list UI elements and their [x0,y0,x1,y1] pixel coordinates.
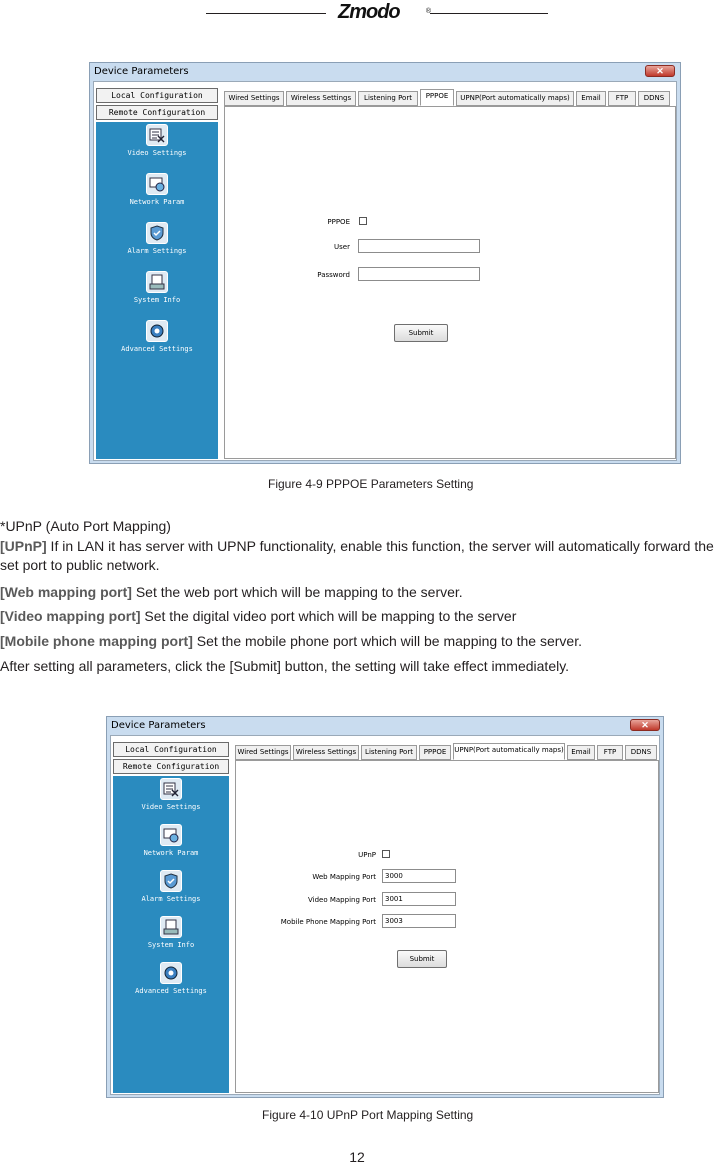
tab-ftp[interactable]: FTP [597,745,623,760]
after-setting-note: After setting all parameters, click the [Submit] button, the setting will take effect immediately. [0,658,570,674]
figure-caption: Figure 4-9 PPPOE Parameters Setting [268,477,474,491]
sidebar-item-alarm-settings[interactable] [113,870,229,903]
sidebar-item-system-info[interactable] [96,271,218,304]
tab-pppoe[interactable]: PPPOE [419,745,451,760]
tab-wireless-settings[interactable]: Wireless Settings [293,745,359,760]
web-mapping-port-label: Web Mapping Port [312,873,376,881]
tab-upnp[interactable]: UPNP(Port automatically maps) [453,743,565,760]
pppoe-label: PPPOE [327,218,350,226]
header-rule-left [206,13,326,14]
video-port-description [0,607,516,626]
sidebar-label: Alarm Settings [127,247,187,255]
upnp-checkbox[interactable] [382,850,390,858]
tab-ddns[interactable]: DDNS [638,91,670,106]
tab-email[interactable]: Email [576,91,606,106]
sidebar-label: Alarm Settings [141,895,201,903]
sidebar-label: Advanced Settings [135,987,207,995]
brand-logo [338,1,430,23]
tab-upnp[interactable]: UPNP(Port automatically maps) [456,91,574,106]
upnp-term: [UPnP] [0,538,47,554]
brand-name: Zmodo [338,1,400,23]
page-number: 12 [349,1149,365,1165]
sidebar-panel [96,122,218,459]
device-parameters-window-pppoe [89,62,681,464]
web-text: Set the web port which will be mapping to the server. [131,584,463,600]
tab-ftp[interactable]: FTP [608,91,636,106]
system-info-icon [146,271,168,293]
sidebar-panel [113,776,229,1093]
tab-ddns[interactable]: DDNS [625,745,657,760]
window-body [93,81,677,461]
user-input[interactable] [358,239,480,253]
upnp-description [0,537,714,575]
device-parameters-window-upnp [106,716,664,1098]
video-mapping-port-label: Video Mapping Port [308,896,376,904]
upnp-heading: *UPnP (Auto Port Mapping) [0,518,171,534]
sidebar-label: System Info [133,296,181,304]
figure-caption: Figure 4-10 UPnP Port Mapping Setting [262,1108,474,1122]
close-button[interactable]: ✕ [645,65,675,77]
close-button[interactable]: ✕ [630,719,660,731]
password-label: Password [317,271,350,279]
network-param-icon [146,173,168,195]
sidebar-item-advanced-settings[interactable] [113,962,229,995]
tab-pppoe[interactable]: PPPOE [420,89,454,106]
window-title: Device Parameters [111,720,206,731]
upnp-label: UPnP [358,851,376,859]
tab-strip [235,745,659,760]
network-param-icon [160,824,182,846]
sidebar-item-system-info[interactable] [113,916,229,949]
window-body [110,735,660,1095]
sidebar-label: System Info [147,941,195,949]
video-settings-icon [160,778,182,800]
sidebar-label: Video Settings [141,803,201,811]
mobile-phone-mapping-port-label: Mobile Phone Mapping Port [280,918,376,926]
tab-content-upnp [235,760,659,1093]
sidebar-item-alarm-settings[interactable] [96,222,218,255]
tab-wireless-settings[interactable]: Wireless Settings [286,91,356,106]
submit-button[interactable]: Submit [397,950,447,968]
tab-listening-port[interactable]: Listening Port [358,91,418,106]
sidebar-item-video-settings[interactable] [96,124,218,157]
gear-icon [146,320,168,342]
video-mapping-port-input[interactable]: 3001 [382,892,456,906]
mobile-phone-mapping-port-input[interactable]: 3003 [382,914,456,928]
video-text: Set the digital video port which will be mapping to the server [140,608,517,624]
tab-strip [224,91,676,106]
shield-icon [146,222,168,244]
submit-button[interactable]: Submit [394,324,448,342]
sidebar-label: Video Settings [127,149,187,157]
web-term: [Web mapping port] [0,584,132,600]
password-input[interactable] [358,267,480,281]
system-info-icon [160,916,182,938]
sidebar-label: Network Param [143,849,199,857]
shield-icon [160,870,182,892]
sidebar-item-network-param[interactable] [113,824,229,857]
video-settings-icon [146,124,168,146]
web-mapping-port-input[interactable]: 3000 [382,869,456,883]
user-label: User [334,243,350,251]
sidebar-label: Advanced Settings [121,345,193,353]
tab-content-pppoe [224,106,676,459]
video-term: [Video mapping port] [0,608,141,624]
web-port-description [0,583,463,602]
mobile-port-description [0,632,582,651]
tab-listening-port[interactable]: Listening Port [361,745,417,760]
tab-email[interactable]: Email [567,745,595,760]
tab-wired-settings[interactable]: Wired Settings [235,745,291,760]
sidebar-item-video-settings[interactable] [113,778,229,811]
remote-configuration-tab[interactable]: Remote Configuration [113,759,229,774]
pppoe-checkbox[interactable] [359,217,367,225]
gear-icon [160,962,182,984]
mobile-text: Set the mobile phone port which will be mapping to the server. [192,633,582,649]
mobile-term: [Mobile phone mapping port] [0,633,193,649]
local-configuration-tab[interactable]: Local Configuration [113,742,229,757]
sidebar-label: Network Param [129,198,185,206]
upnp-text: If in LAN it has server with UPNP functionality, enable this function, the server will automatically forward the set port to public network. [0,538,714,573]
tab-wired-settings[interactable]: Wired Settings [224,91,284,106]
header-rule-right [430,13,548,14]
window-title: Device Parameters [94,66,189,77]
registered-mark: ® [425,8,430,15]
sidebar-item-network-param[interactable] [96,173,218,206]
local-configuration-tab[interactable]: Local Configuration [96,88,218,103]
sidebar-item-advanced-settings[interactable] [96,320,218,353]
remote-configuration-tab[interactable]: Remote Configuration [96,105,218,120]
